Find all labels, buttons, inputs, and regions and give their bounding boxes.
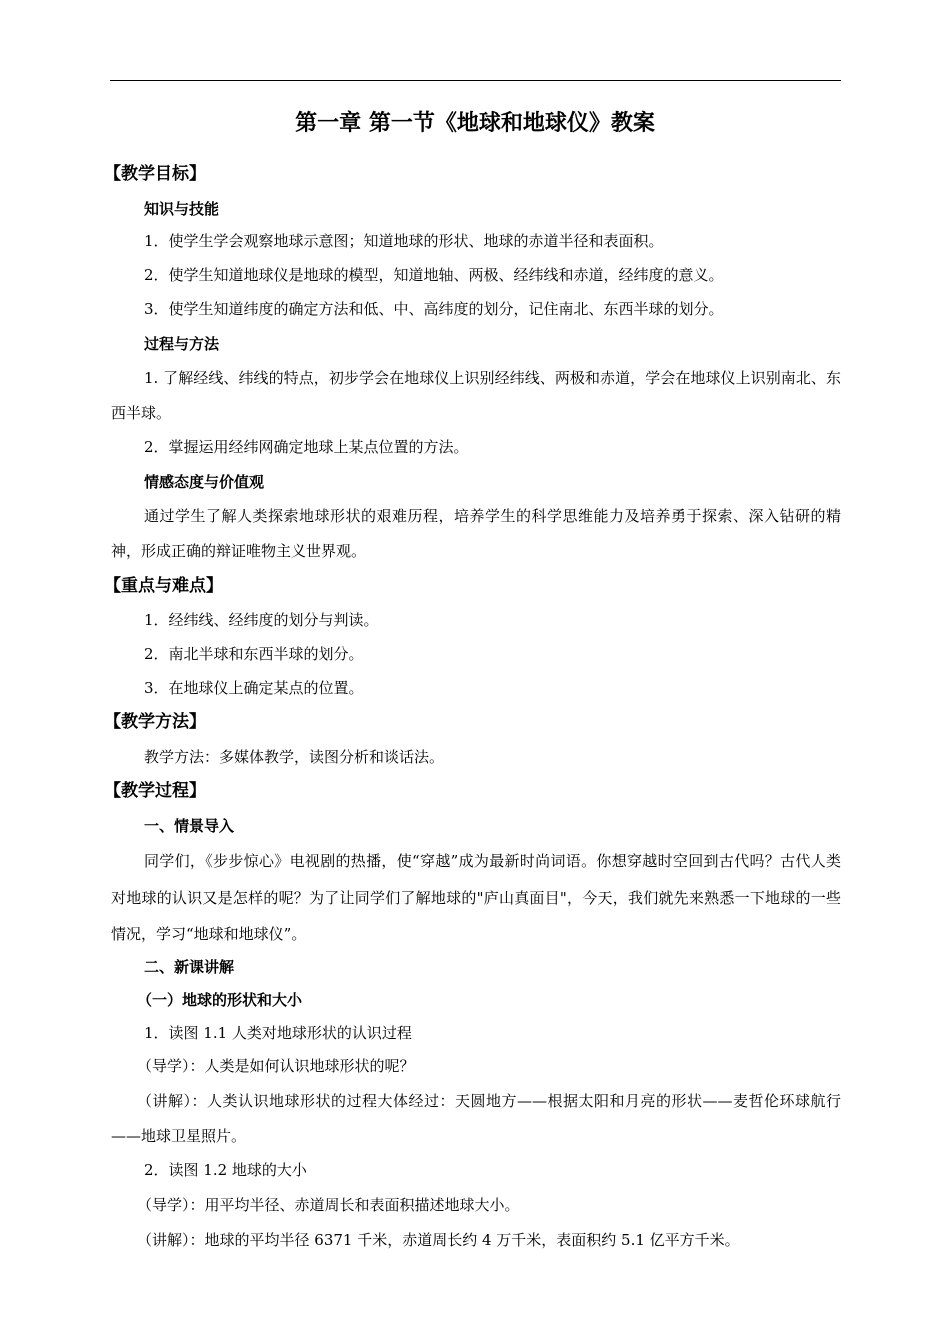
key-item: 3．在地球仪上确定某点的位置。 <box>144 679 364 697</box>
subheading-emotion: 情感态度与价值观 <box>144 473 265 491</box>
process-item: 1. 了解经线、纬线的特点，初步学会在地球仪上识别经纬线、两极和赤道，学会在地球仪上识别南北、东西半球。 <box>111 369 841 422</box>
subheading-knowledge: 知识与技能 <box>144 200 220 218</box>
process-item: 2．掌握运用经纬网确定地球上某点位置的方法。 <box>144 438 469 456</box>
page-title: 第一章 第一节《地球和地球仪》教案 <box>295 111 655 136</box>
heading-key-points: 【重点与难点】 <box>104 576 223 596</box>
emotion-paragraph: 通过学生了解人类探索地球形状的艰难历程，培养学生的科学思维能力及培养勇于探索、深入钻研的精神，形成正确的辩证唯物主义世界观。 <box>111 507 841 560</box>
header-rule <box>110 80 841 81</box>
goal-item: 2．使学生知道地球仪是地球的模型，知道地轴、两极、经纬线和赤道，经纬度的意义。 <box>144 266 724 284</box>
subheading-intro: 一、情景导入 <box>144 817 235 835</box>
subheading-process: 过程与方法 <box>144 335 220 353</box>
explain-text: （讲解）：地球的平均半径 6371 千米，赤道周长约 4 万千米，表面积约 5.1 亿平方千米。 <box>137 1231 740 1249</box>
guide-text: （导学）：用平均半径、赤道周长和表面积描述地球大小。 <box>137 1196 520 1214</box>
goal-item: 1．使学生学会观察地球示意图；知道地球的形状、地球的赤道半径和表面积。 <box>144 232 664 250</box>
heading-procedure: 【教学过程】 <box>104 781 206 801</box>
intro-paragraph: 同学们，《步步惊心》电视剧的热播，使“穿越”成为最新时尚词语。你想穿越时空回到古代吗？古代人类对地球的认识又是怎样的呢？为了让同学们了解地球的"庐山真面目"，今天，我们就先来熟悉一下地球的一些情况，学习“地球和地球仪”。 <box>111 852 841 943</box>
subheading-shape-size: （一）地球的形状和大小 <box>137 991 303 1009</box>
lesson-item: 2．读图 1.2 地球的大小 <box>144 1161 307 1179</box>
guide-text: （导学）：人类是如何认识地球形状的呢？ <box>137 1057 415 1075</box>
goal-item: 3．使学生知道纬度的确定方法和低、中、高纬度的划分，记住南北、东西半球的划分。 <box>144 300 724 318</box>
lesson-item: 1．读图 1.1 人类对地球形状的认识过程 <box>144 1024 412 1042</box>
heading-method: 【教学方法】 <box>104 712 206 732</box>
subheading-new-lesson: 二、新课讲解 <box>144 958 235 976</box>
heading-goals: 【教学目标】 <box>104 164 206 184</box>
method-text: 教学方法：多媒体教学，读图分析和谈话法。 <box>144 748 445 766</box>
explain-text: （讲解）：人类认识地球形状的过程大体经过：天圆地方——根据太阳和月亮的形状——麦哲伦环球航行——地球卫星照片。 <box>111 1092 841 1145</box>
key-item: 2．南北半球和东西半球的划分。 <box>144 645 364 663</box>
key-item: 1．经纬线、经纬度的划分与判读。 <box>144 611 379 629</box>
